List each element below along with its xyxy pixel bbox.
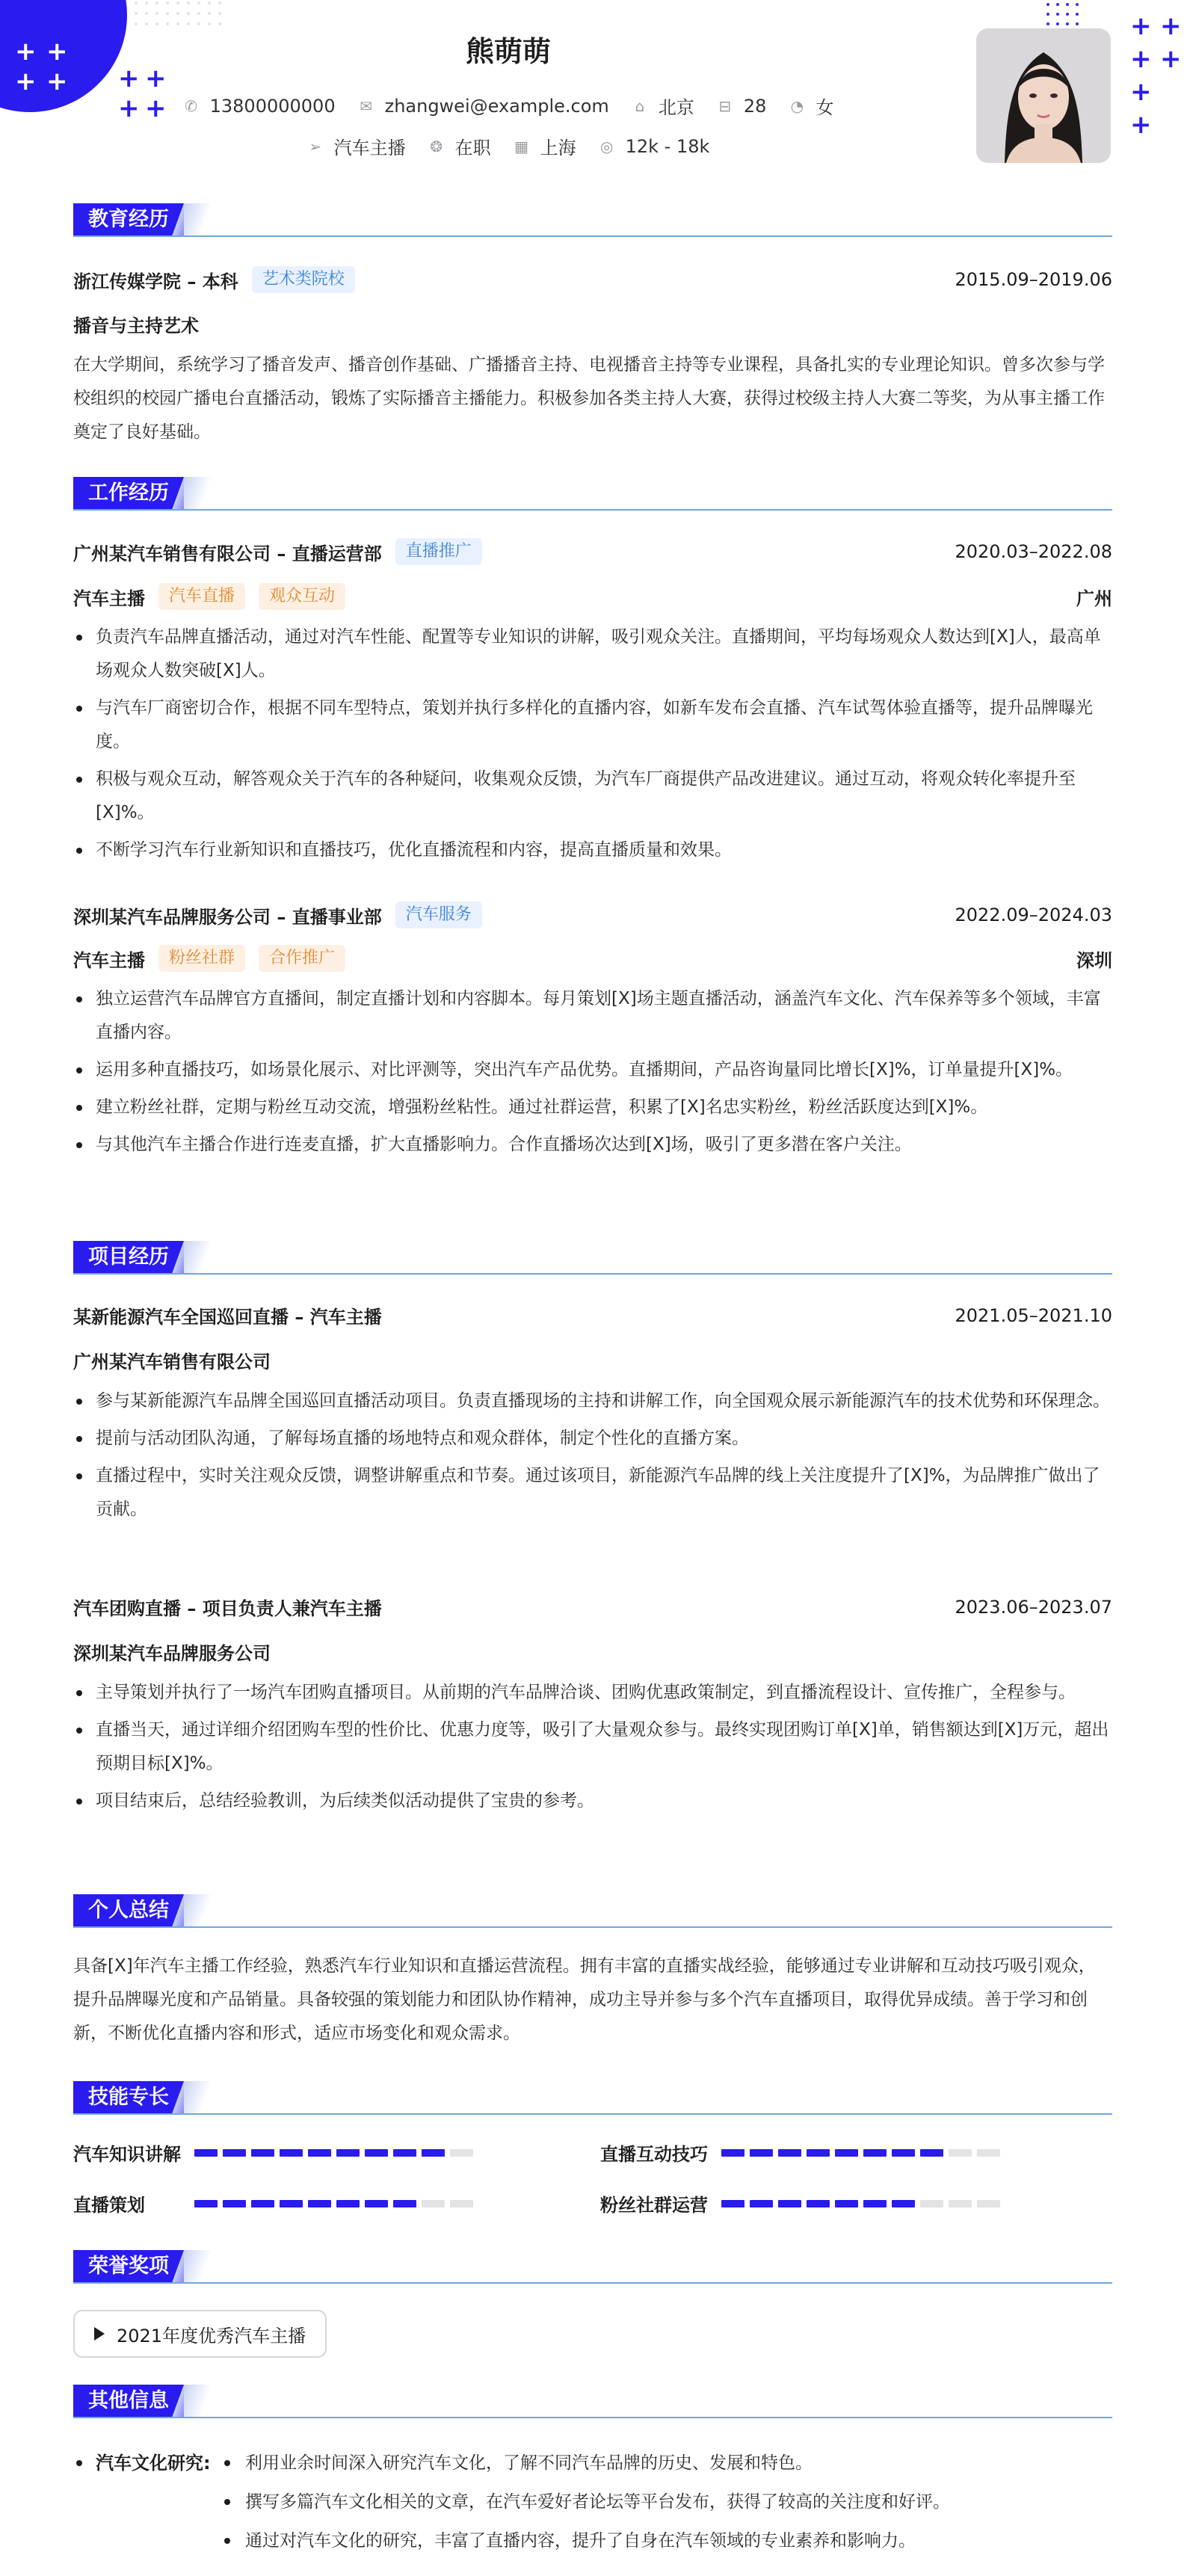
skill-level-segment [721,2200,744,2207]
project-bullets [73,1676,1112,1822]
school-name: 浙江传媒学院 – 本科 [73,271,238,292]
list-item: 运用多种直播技巧，如场景化展示、对比评测等，突出汽车产品优势。直播期间，产品咨询量同比增长[X]%，订单量提升[X]%。 [73,1053,1112,1087]
section-divider [73,2282,1112,2284]
job-role: 汽车主播 [73,949,145,971]
education-description: 在大学期间，系统学习了播音发声、播音创作基础、广播播音主持、电视播音主持等专业课程，具备扎实的专业理论知识。曾多次参与学校组织的校园广播电台直播活动，锻炼了实际播音主播能力。积极参加各类主持人大赛，获得过校级主持人大赛二等奖，为从事主播工作奠定了良好基础。 [73,355,1105,442]
phone-icon: ✆ [185,96,197,115]
skill-level-segment [863,2149,887,2157]
target-city-value: 上海 [540,138,576,158]
skill-level-segment [422,2200,445,2207]
section-divider [73,1273,1112,1275]
list-item: 利用业余时间深入研究汽车文化，了解不同汽车品牌的历史、发展和特色。 [221,2444,950,2482]
decor-dot-grid [135,1,221,25]
email-value: zhangwei@example.com [384,95,609,117]
gender-icon: ◔ [790,96,804,115]
job-tag: 汽车直播 [158,583,245,610]
list-item: 不断学习汽车行业新知识和直播技巧，优化直播流程和内容，提高直播质量和效果。 [73,833,1112,867]
decor-plus-icon: + [1160,44,1182,74]
section-title: 项目经历 [73,1241,184,1274]
decor-plus-icon: + [15,67,37,96]
skill-level-segment [721,2149,744,2157]
job-intent-row [0,133,1017,159]
skill-level-segment [450,2200,473,2207]
skill-level-bar [194,2200,473,2207]
section-title: 荣誉奖项 [73,2250,184,2283]
section-title: 个人总结 [73,1894,184,1927]
job-city: 深圳 [1076,949,1112,971]
salary-icon: ◎ [599,137,614,155]
other-section [73,2385,1112,2576]
job-role: 汽车主播 [73,588,145,609]
major-name: 播音与主持艺术 [73,315,199,336]
decor-plus-icon: + [15,37,37,67]
skill-level-segment [336,2200,360,2207]
skill-level-segment [422,2149,445,2157]
decor-plus-icon: + [145,93,167,123]
project-org: 广州某汽车销售有限公司 [73,1352,271,1372]
skill-level-bar [721,2200,1000,2207]
project-name: 某新能源汽车全国巡回直播 – 汽车主播 [73,1307,382,1328]
job-date: 2020.03–2022.08 [955,541,1112,562]
job-value: 汽车主播 [333,138,406,158]
skill-level-segment [892,2149,915,2157]
project-org: 深圳某汽车品牌服务公司 [73,1643,271,1664]
skill-level-segment [336,2149,360,2157]
section-divider [73,2417,1112,2418]
skill-level-segment [450,2149,473,2157]
resume-name: 熊萌萌 [465,35,551,68]
skill-level-segment [365,2200,388,2207]
email-icon: ✉ [360,96,372,115]
avatar [976,28,1111,163]
skill-level-segment [863,2200,887,2207]
skill-level-segment [194,2200,218,2207]
skill-level-segment [194,2149,218,2157]
awards-section [73,2250,1112,2370]
decor-plus-icon: + [145,64,167,93]
skill-level-segment [393,2200,416,2207]
skill-level-segment [393,2149,416,2157]
section-title: 其他信息 [73,2385,184,2418]
decor-plus-icon: + [118,93,140,123]
section-divider [73,1926,1112,1928]
skill-item [73,2139,473,2166]
company-name: 广州某汽车销售有限公司 – 直播运营部 [73,543,382,564]
decor-plus-icon: + [1130,11,1152,41]
skill-level-segment [977,2149,1000,2157]
skill-level-segment [977,2200,1000,2207]
list-item: 独立运营汽车品牌官方直播间，制定直播计划和内容脚本。每月策划[X]场主题直播活动，涵盖汽车文化、汽车保养等多个领域，丰富直播内容。 [73,982,1112,1050]
decor-dot-grid [1046,3,1079,25]
home-icon: ⌂ [635,96,645,115]
award-item[interactable] [73,2310,327,2358]
skill-level-segment [835,2149,858,2157]
skill-level-segment [223,2200,246,2207]
skill-level-segment [920,2149,943,2157]
skill-level-segment [949,2200,972,2207]
skill-level-segment [365,2149,388,2157]
list-item: 与其他汽车主播合作进行连麦直播，扩大直播影响力。合作直播场次达到[X]场，吸引了更多潜在客户关注。 [73,1128,1112,1162]
section-divider [73,235,1112,237]
avatar-image [976,28,1111,163]
job-tag: 合作推广 [259,945,345,972]
skill-level-segment [308,2149,331,2157]
skill-item [73,2190,473,2216]
skill-level-segment [835,2200,858,2207]
status-value: 在职 [454,138,491,158]
contact-row [0,93,1017,123]
skill-level-bar [721,2149,1000,2157]
company-tag: 汽车服务 [395,902,482,928]
job-date: 2022.09–2024.03 [955,905,1112,925]
skill-level-segment [778,2200,801,2207]
decor-plus-icon: + [46,67,68,96]
salary-value: 12k - 18k [625,135,710,157]
work-section [73,477,1112,1224]
skill-level-segment [308,2200,331,2207]
city-value: 北京 [658,97,694,118]
list-item: 项目结束后，总结经验教训，为后续类似活动提供了宝贵的参考。 [73,1784,1112,1818]
skill-level-segment [807,2200,830,2207]
list-item: 参与某新能源汽车品牌全国巡回直播活动项目。负责直播现场的主持和讲解工作，向全国观众展示新能源汽车的技术优势和环保理念。 [73,1384,1112,1418]
section-title: 教育经历 [73,203,184,236]
award-label: 2021年度优秀汽车主播 [117,2325,306,2347]
section-title: 工作经历 [73,477,184,510]
list-item: 撰写多篇汽车文化相关的文章，在汽车爱好者论坛等平台发布，获得了较高的关注度和好评。 [221,2483,950,2521]
other-label: 汽车文化研究: [73,2444,211,2482]
job-tag: 粉丝社群 [158,945,245,972]
company-tag: 直播推广 [395,538,482,565]
skill-level-segment [750,2200,773,2207]
job-city: 广州 [1076,588,1112,609]
skill-level-segment [280,2149,303,2157]
list-item: 建立粉丝社群，定期与粉丝互动交流，增强粉丝粘性。通过社群运营，积累了[X]名忠实粉丝，粉丝活跃度达到[X]%。 [73,1091,1112,1124]
list-item: 积极与观众互动，解答观众关于汽车的各种疑问，收集观众反馈，为汽车厂商提供产品改进建议。通过互动，将观众转化率提升至[X]%。 [73,762,1112,830]
play-icon [94,2327,105,2341]
skill-name: 直播互动技巧 [600,2144,708,2165]
company-name: 深圳某汽车品牌服务公司 – 直播事业部 [73,906,382,928]
summary-text: 具备[X]年汽车主播工作经验，熟悉汽车行业知识和直播运营流程。拥有丰富的直播实战经验，能够通过专业讲解和互动技巧吸引观众，提升品牌曝光度和产品销量。具备较强的策划能力和团队协作精神，成功主导并参与多个汽车直播项目，取得优异成绩。善于学习和创新，不断优化直播内容和形式，适应市场变化和观众需求。 [73,1956,1096,2043]
list-item: 直播当天，通过详细介绍团购车型的性价比、优惠力度等，吸引了大量观众参与。最终实现团购订单[X]单，销售额达到[X]万元，超出预期目标[X]%。 [73,1713,1112,1781]
list-item: 负责汽车品牌直播活动，通过对汽车性能、配置等专业知识的讲解，吸引观众关注。直播期间，平均每场观众人数达到[X]人，最高单场观众人数突破[X]人。 [73,620,1112,688]
skill-level-segment [223,2149,246,2157]
section-divider [73,2113,1112,2115]
project-date: 2023.06–2023.07 [955,1596,1112,1618]
age-icon: ⊟ [718,96,732,115]
decor-plus-icon: + [118,64,140,93]
summary-section [73,1894,1112,2059]
job-bullets [73,620,1112,871]
job-bullets [73,982,1112,1165]
skill-level-segment [750,2149,773,2157]
skill-level-segment [920,2200,943,2207]
skill-item [600,2190,1000,2216]
skills-section [73,2081,1112,2231]
skill-level-segment [251,2200,274,2207]
school-tag: 艺术类院校 [252,266,355,293]
education-date: 2015.09–2019.06 [955,269,1112,290]
skill-name: 直播策划 [73,2195,145,2216]
skill-level-bar [194,2149,473,2157]
decor-plus-icon: + [1130,44,1152,74]
send-icon: ➢ [309,137,321,155]
building-icon: ▦ [514,137,529,155]
status-icon: ❂ [430,137,443,155]
job-tag: 观众互动 [259,583,345,610]
list-item: 主导策划并执行了一场汽车团购直播项目。从前期的汽车品牌洽谈、团购优惠政策制定，到直播流程设计、宣传推广，全程参与。 [73,1676,1112,1710]
list-item: 与汽车厂商密切合作，根据不同车型特点，策划并执行多样化的直播内容，如新车发布会直播、汽车试驾体验直播等，提升品牌曝光度。 [73,691,1112,759]
skill-item [600,2139,1000,2166]
section-title: 技能专长 [73,2081,184,2114]
list-item: 通过对汽车文化的研究，丰富了直播内容，提升了自身在汽车领域的专业素养和影响力。 [221,2522,950,2560]
age-value: 28 [743,95,767,117]
skill-level-segment [778,2149,801,2157]
skill-level-segment [280,2200,303,2207]
list-item: 直播过程中，实时关注观众反馈，调整讲解重点和节奏。通过该项目，新能源汽车品牌的线上关注度提升了[X]%，为品牌推广做出了贡献。 [73,1459,1112,1526]
skill-level-segment [807,2149,830,2157]
decor-plus-icon: + [46,37,68,67]
projects-section [73,1241,1112,1876]
gender-value: 女 [816,97,834,118]
project-date: 2021.05–2021.10 [955,1304,1112,1326]
decor-plus-icon: + [1130,110,1152,140]
decor-plus-icon: + [1130,77,1152,107]
skill-name: 粉丝社群运营 [600,2195,708,2216]
project-name: 汽车团购直播 – 项目负责人兼汽车主播 [73,1598,382,1619]
section-divider [73,509,1112,511]
skill-level-segment [949,2149,972,2157]
list-item: 提前与活动团队沟通，了解每场直播的场地特点和观众群体，制定个性化的直播方案。 [73,1422,1112,1455]
education-section [73,203,1112,457]
skill-level-segment [251,2149,274,2157]
skill-level-segment [892,2200,915,2207]
skill-name: 汽车知识讲解 [73,2144,181,2165]
phone-value: 13800000000 [209,95,336,117]
decor-plus-icon: + [1160,11,1182,41]
other-list [221,2444,950,2561]
project-bullets [73,1384,1112,1530]
